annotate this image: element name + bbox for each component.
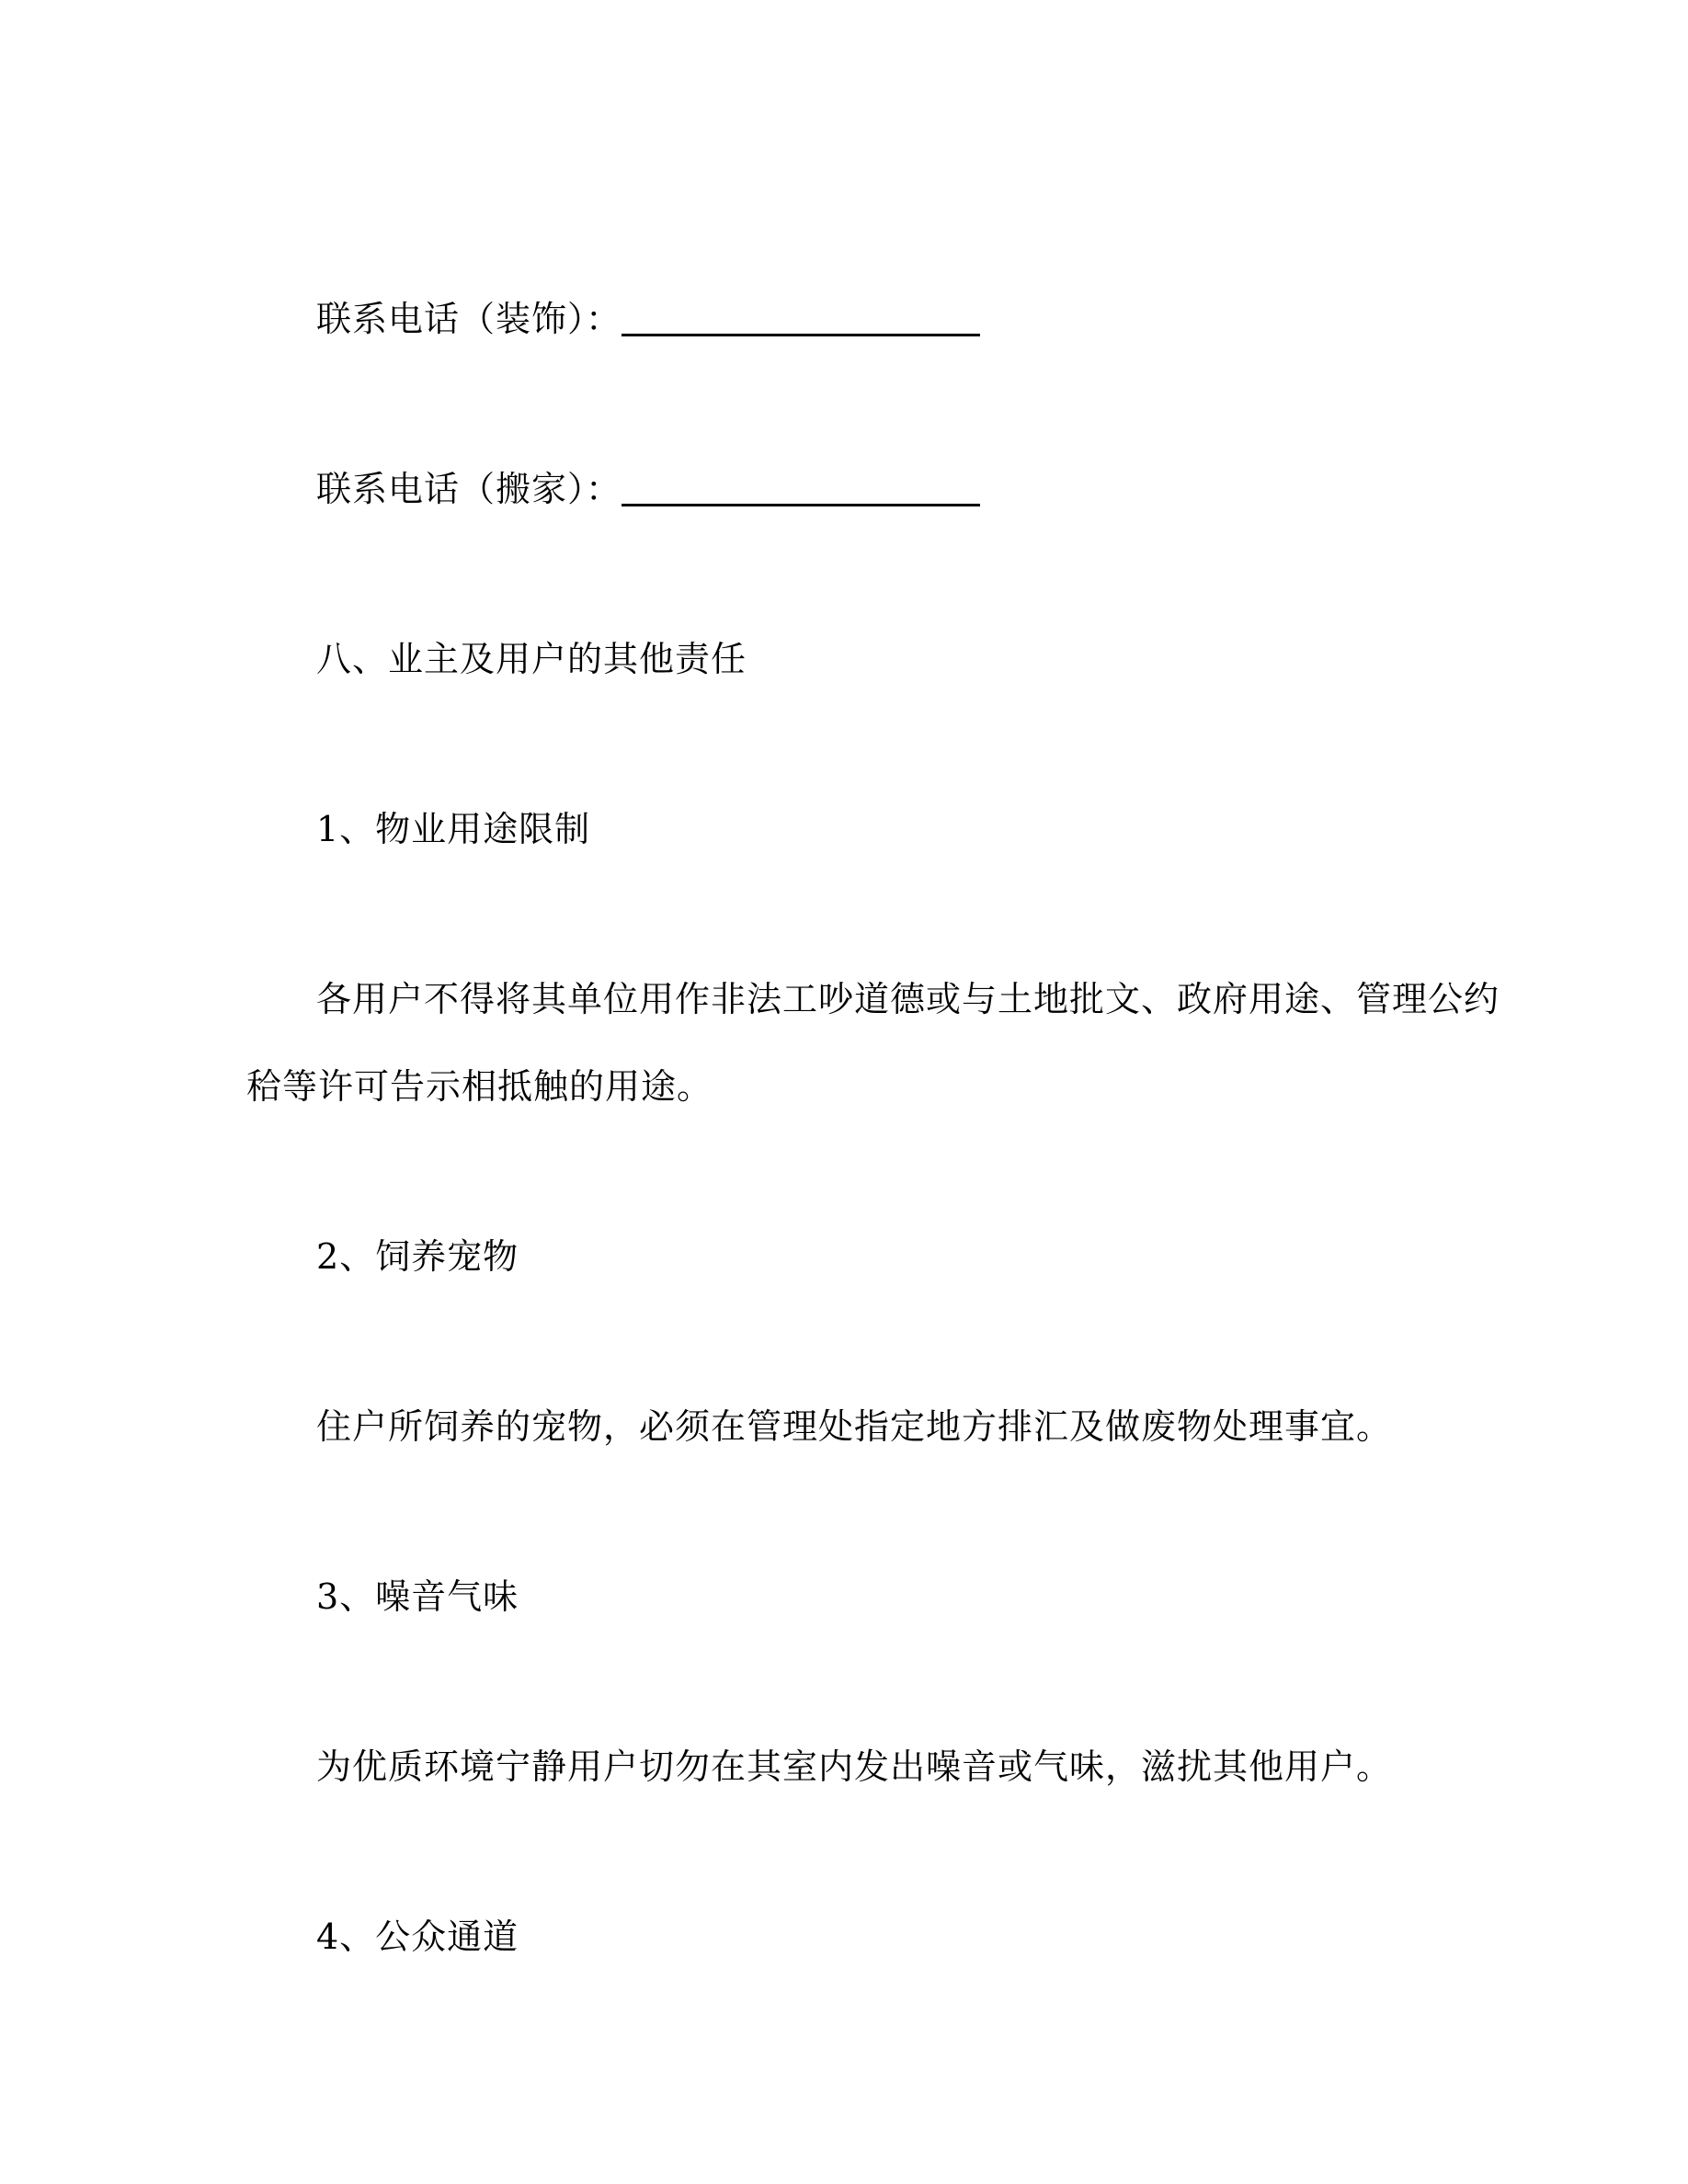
phone-field-decoration-label: 联系电话（装饰）： [316, 299, 622, 339]
item-1-body: 各用户不得将其单位用作非法工吵道德或与土地批文、政府用途、管理公约秴等许可告示相抵触的用途。 [246, 979, 1500, 1107]
phone-field-moving-label: 联系电话（搬家）： [316, 469, 622, 509]
document-content [246, 276, 1506, 2064]
item-3-heading: 3、噪音气味 [316, 1576, 519, 1617]
phone-field-moving [246, 446, 1506, 533]
phone-field-decoration [246, 276, 1506, 363]
phone-field-moving-blank [622, 469, 980, 506]
item-4-heading: 4、公众通道 [316, 1917, 519, 1957]
item-1-heading: 1、物业用途限制 [316, 809, 591, 849]
phone-field-decoration-blank [622, 299, 980, 336]
item-2-heading: 2、饲养宠物 [316, 1236, 519, 1277]
section-heading-8: 八、业主及用户的其他责任 [316, 639, 747, 679]
item-2-body: 住户所饲养的宠物，必须在管理处指定地方排汇及做废物处理事宜。 [316, 1406, 1393, 1447]
item-3-body: 为优质环境宁静用户切勿在其室内发出噪音或气味，滋扰其他用户。 [316, 1746, 1393, 1787]
